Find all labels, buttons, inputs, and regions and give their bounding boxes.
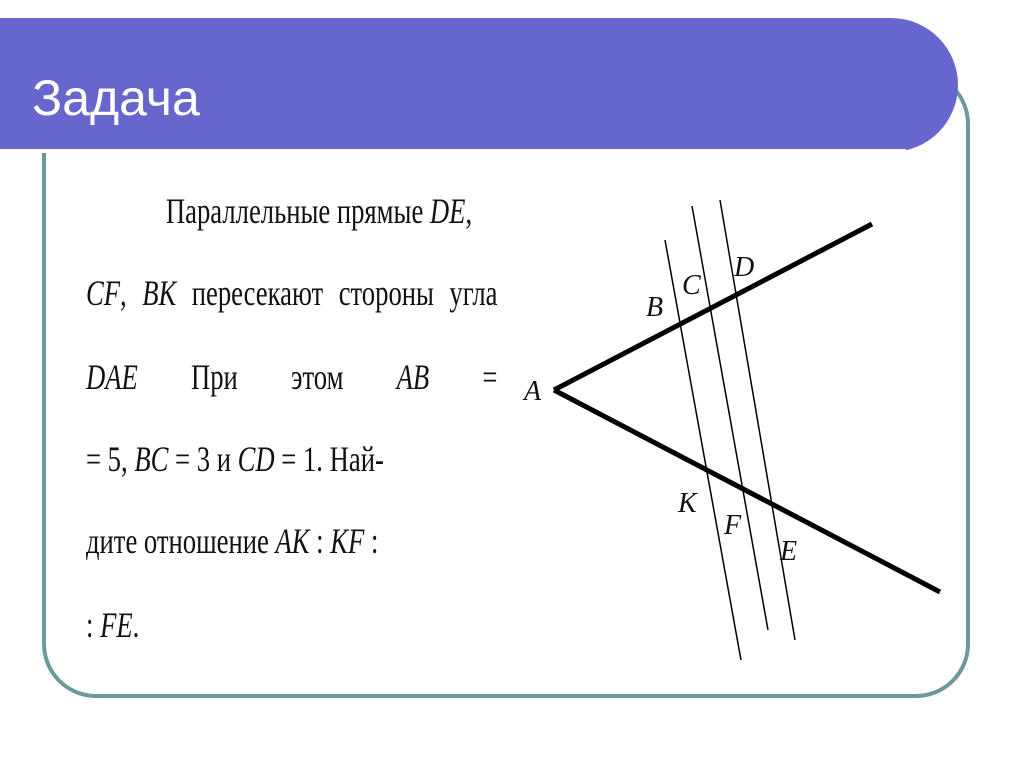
label-D: D	[734, 252, 755, 283]
label-B: B	[646, 292, 664, 323]
label-C: C	[682, 270, 701, 301]
problem-line-5: дите отношение AK : KF :	[86, 521, 379, 561]
title-underline	[0, 149, 906, 153]
problem-line-1: Параллельные прямые DE,	[165, 191, 473, 231]
label-E: E	[780, 536, 798, 567]
geometry-diagram	[510, 190, 960, 670]
geometry-figure	[510, 190, 960, 670]
problem-line-2: CF, BK пересекают стороны угла	[86, 273, 498, 313]
line-BK	[665, 240, 741, 660]
ray-AE	[554, 390, 940, 592]
title-bar	[0, 18, 958, 152]
slide-title: Задача	[32, 70, 200, 126]
problem-line-6: : FE.	[86, 605, 140, 645]
label-F: F	[724, 510, 742, 541]
label-K: K	[678, 488, 697, 519]
problem-line-3: DAE При этом AB =	[86, 357, 498, 397]
ray-AD	[554, 224, 872, 390]
label-A: A	[524, 376, 542, 407]
problem-line-4: = 5, BC = 3 и CD = 1. Най-	[86, 439, 384, 479]
